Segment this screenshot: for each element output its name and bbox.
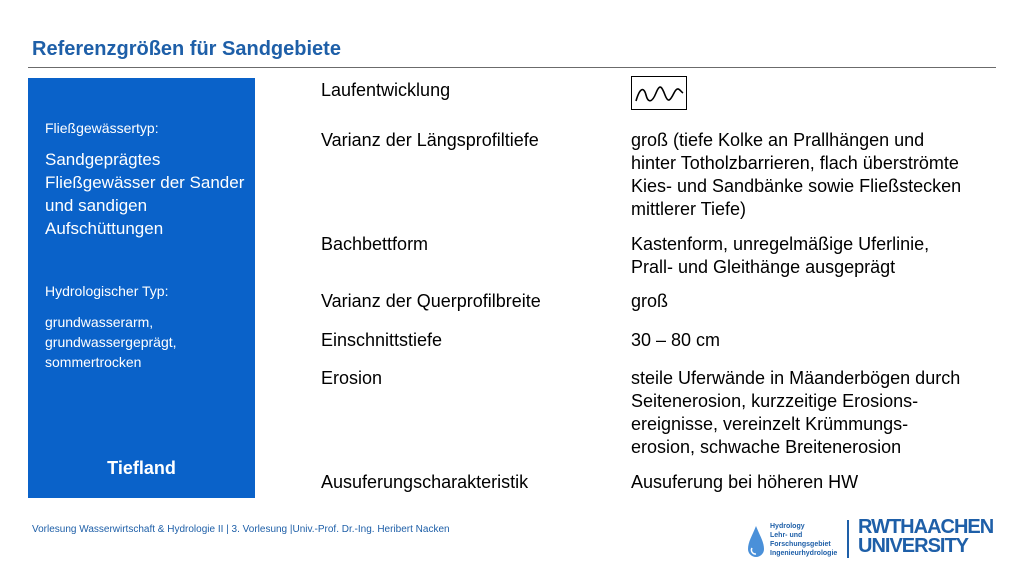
hydro-logo-line2: Lehr- und: [770, 532, 803, 539]
row-value: Kastenform, unregelmäßige Uferlinie, Prall- und Gleithänge ausgeprägt: [631, 234, 930, 277]
row-label: Einschnittstiefe: [321, 330, 443, 350]
row-label: Bachbettform: [321, 234, 429, 254]
sidebar-panel: [28, 78, 255, 498]
row-value: 30 – 80 cm: [631, 330, 721, 350]
hydro-logo-line4: Ingenieurhydrologie: [770, 550, 838, 557]
page-title: Referenzgrößen für Sandgebiete: [32, 38, 341, 60]
water-drop-icon: [746, 524, 766, 560]
hydro-value: grundwasserarm, grundwassergeprägt, sommertrocken: [45, 314, 177, 370]
hydro-label: Hydrologischer Typ:: [45, 283, 169, 299]
row-label: Ausuferungscharakteristik: [321, 472, 529, 492]
rwth-logo-line2: UNIVERSITY: [858, 535, 969, 557]
row-value: groß: [631, 291, 669, 311]
type-value: Sandgeprägtes Fließgewässer der Sander und sandigen Aufschüttungen: [45, 150, 245, 238]
row-label: Laufentwicklung: [321, 80, 451, 100]
row-value: groß (tiefe Kolke an Prallhängen und hinter Totholzbarrieren, flach überströmte Kies- und Sandbänke sowie Fließstecken mittlerer Tiefe): [631, 130, 962, 219]
hydro-logo-line1: Hydrology: [770, 523, 805, 530]
meander-wave-icon: [631, 76, 687, 110]
region-label: Tiefland: [107, 458, 176, 478]
row-value: Ausuferung bei höheren HW: [631, 472, 859, 492]
rwth-logo-line1: RWTHAACHEN: [858, 516, 994, 538]
logo-divider: [847, 520, 849, 558]
hydro-logo-line3: Forschungsgebiet: [770, 541, 831, 548]
row-label: Erosion: [321, 368, 383, 388]
type-label: Fließgewässertyp:: [45, 120, 159, 136]
hydrology-logo: [746, 520, 836, 564]
footer-text: Vorlesung Wasserwirtschaft & Hydrologie II | 3. Vorlesung |Univ.-Prof. Dr.-Ing. Heribert Nacken: [32, 524, 450, 535]
rwth-logo: [858, 518, 998, 562]
row-value: steile Uferwände in Mäanderbögen durch Seitenerosion, kurzzeitige Erosions-ereignisse, vereinzelt Krümmungs-erosion, schwache Breitenerosion: [631, 368, 961, 457]
title-divider: [28, 67, 996, 68]
row-label: Varianz der Längsprofiltiefe: [321, 130, 539, 150]
row-label: Varianz der Querprofilbreite: [321, 291, 541, 311]
